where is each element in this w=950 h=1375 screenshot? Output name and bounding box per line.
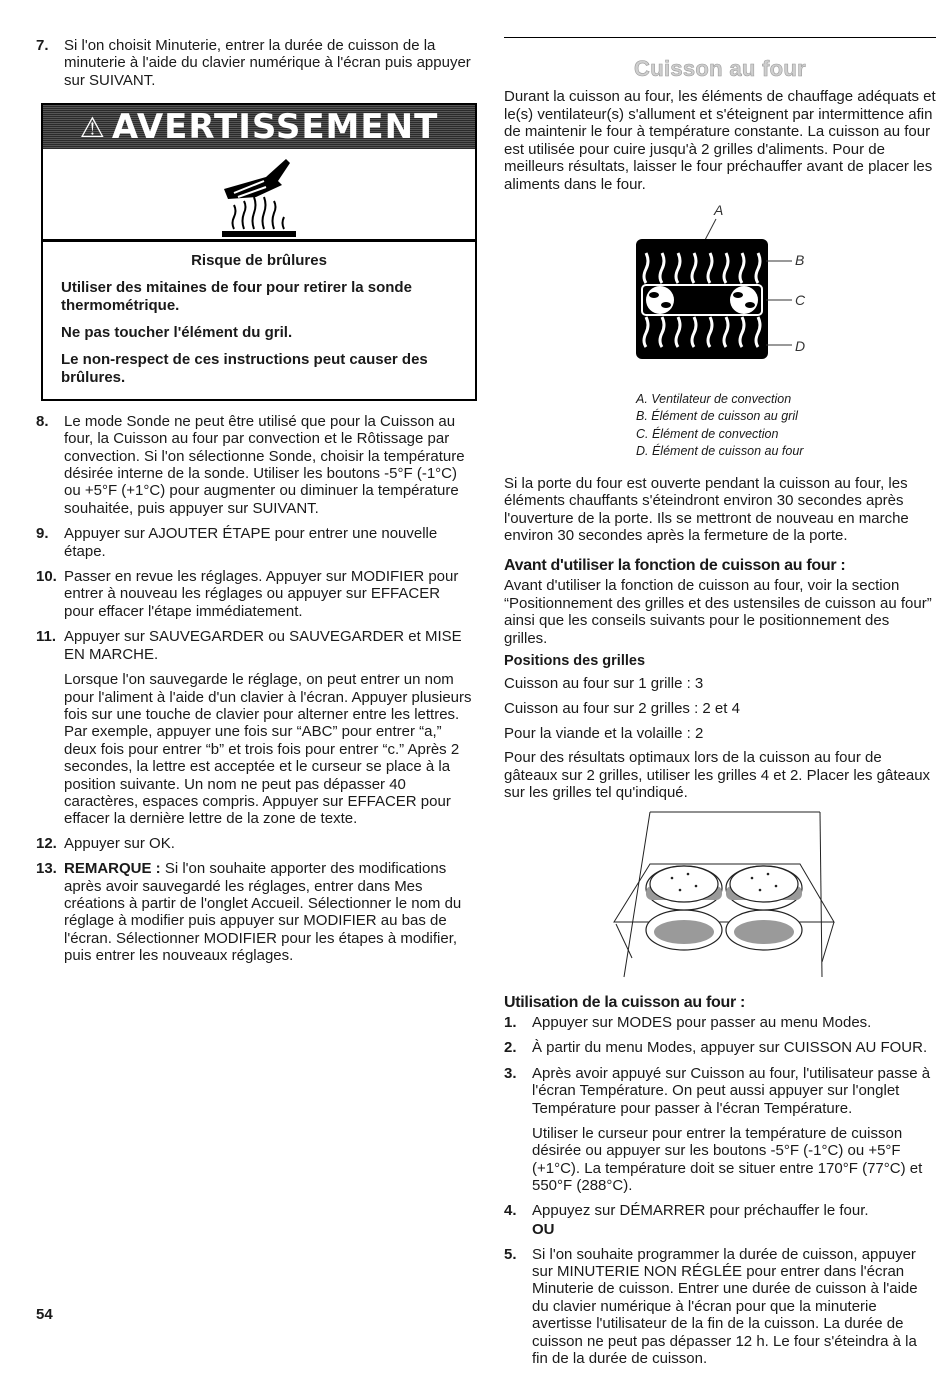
warning-triangle-icon: ⚠ xyxy=(79,110,106,144)
remark-text: Si l'on souhaite apporter des modifications après avoir sauvegardé les réglages, entrer dans Mes créations à partir de l'onglet Accueil. Sélectionner le nom du réglage à modifier puis appuyer sur MODIFIER au bas de l'écran. Sélectionner MODIFIER pour les étapes à modifier, puis entrer les nouveaux réglages. xyxy=(64,860,462,965)
oven-diagram xyxy=(504,201,936,391)
list-item xyxy=(504,1065,936,1117)
item-text: Appuyer sur OK. xyxy=(64,834,175,852)
item-number: 3. xyxy=(504,1064,517,1082)
list-item xyxy=(36,37,474,89)
item-text: Appuyer sur SAUVEGARDER ou SAUVEGARDER et MISE EN MARCHE. xyxy=(64,628,462,663)
label-a: A xyxy=(714,201,724,218)
or-label: OU xyxy=(532,1220,555,1238)
caption: D. Élément de cuisson au four xyxy=(636,444,804,459)
position-line: Cuisson au four sur 2 grilles : 2 et 4 xyxy=(504,699,740,717)
list-item xyxy=(36,568,474,620)
remark-label: REMARQUE : xyxy=(64,860,161,878)
item-note: Lorsque l'on sauvegarde le réglage, on peut entrer un nom pour l'aliment à l'aide d'un clavier à l'écran. Appuyer plusieurs fois sur une touche de clavier pour alterner entre les lettres. Par exemple, appuyer une fois sur “ABC” pour entrer “a,” deux fois pour entrer “b” et trois fois pour entrer “c.” Après 2 secondes, la lettre est acceptée et le curseur se place à la position suivante. Un nom ne peut pas dépasser 40 caractères, espaces compris. Appuyer sur EFFACER pour effacer la dernière lettre de la zone de texte. xyxy=(64,671,472,828)
warning-line: Le non-respect de ces instructions peut causer des brûlures. xyxy=(61,350,428,386)
list-item xyxy=(504,1246,936,1368)
list-item xyxy=(36,860,474,964)
caption: C. Élément de convection xyxy=(636,426,779,441)
before-paragraph: Avant d'utiliser la fonction de cuisson au four, voir la section “Positionnement des grilles et des ustensiles de cuisson au four” ainsi que les conseils suivants pour le positionnement des grilles. xyxy=(504,576,932,647)
list-item xyxy=(504,1202,936,1219)
item-text: Appuyez sur DÉMARRER pour préchauffer le four. xyxy=(532,1201,869,1219)
left-column xyxy=(36,37,474,973)
list-item xyxy=(504,1014,936,1031)
item-number: 2. xyxy=(504,1039,517,1057)
warning-header xyxy=(43,105,475,149)
item-number: 5. xyxy=(504,1245,517,1263)
item-number: 12. xyxy=(36,834,57,852)
warning-line: Ne pas toucher l'élément du gril. xyxy=(61,323,293,341)
caption: A. Ventilateur de convection xyxy=(636,391,792,406)
list-item xyxy=(36,525,474,560)
item-number: 7. xyxy=(36,37,49,54)
item-number: 11. xyxy=(36,628,57,646)
figure-captions xyxy=(504,391,936,461)
warning-line: Utiliser des mitaines de four pour retirer la sonde thermométrique. xyxy=(61,278,412,314)
item-text: Si l'on choisit Minuterie, entrer la durée de cuisson de la minuterie à l'aide du clavier numérique à l'écran puis appuyer sur SUIVANT. xyxy=(64,37,471,89)
page-number: 54 xyxy=(36,1306,53,1323)
item-number: 1. xyxy=(504,1013,517,1031)
section-divider xyxy=(504,37,936,38)
item-number: 4. xyxy=(504,1201,517,1219)
label-b: B xyxy=(795,251,805,268)
warning-box xyxy=(41,103,477,401)
warning-title: AVERTISSEMENT xyxy=(111,107,439,148)
list-item xyxy=(36,413,474,517)
warning-body xyxy=(43,242,475,399)
item-number: 10. xyxy=(36,568,57,586)
intro-paragraph: Durant la cuisson au four, les éléments de chauffage adéquats et le(s) ventilateur(s) s'allument et s'éteignent par intermittence afin de maintenir le four à température constante. La cuisson au four est utilisée pour cuire jusqu'à 2 grilles d'aliments. Pour de meilleurs résultats, laisser le four préchauffer avant de placer les aliments dans le four. xyxy=(504,88,936,193)
list-item xyxy=(504,1039,936,1056)
use-heading: Utilisation de la cuisson au four : xyxy=(504,993,746,1011)
list-item xyxy=(36,835,474,852)
optimal-paragraph: Pour des résultats optimaux lors de la cuisson au four de gâteaux sur 2 grilles, utiliser les grilles 4 et 2. Placer les gâteaux sur les grilles tel qu'indiqué. xyxy=(504,749,931,802)
rack-diagram xyxy=(504,802,936,982)
item-note: Utiliser le curseur pour entrer la température de cuisson désirée ou appuyer sur les boutons -5°F (-1°C) ou +5°F (+1°C). La température doit se situer entre 170°F (77°C) et 550°F (288°C). xyxy=(532,1124,923,1195)
section-title: Cuisson au four xyxy=(634,56,806,81)
door-note: Si la porte du four est ouverte pendant la cuisson au four, les éléments chauffants s'éteindront environ 30 secondes après l'ouverture de la porte. Ils se mettront de nouveau en marche environ 30 secondes après la fermeture de la porte. xyxy=(504,474,909,545)
item-text: Appuyer sur MODES pour passer au menu Modes. xyxy=(532,1013,872,1031)
warning-risk: Risque de brûlures xyxy=(191,252,327,270)
caption: B. Élément de cuisson au gril xyxy=(636,409,798,424)
item-text: Si l'on souhaite programmer la durée de cuisson, appuyer sur MINUTERIE NON RÉGLÉE pour entrer dans l'écran Minuterie de cuisson. Entrer une durée de cuisson à l'aide du clavier numérique à l'écran pour que la minuterie avertisse l'utilisateur de la fin de la cuisson. La durée de cuisson ne peut pas dépasser 12 h. Le four s'éteindra à la fin de la durée de cuisson. xyxy=(532,1245,918,1367)
before-heading: Avant d'utiliser la fonction de cuisson au four : xyxy=(504,556,846,574)
label-d: D xyxy=(795,337,806,354)
item-text: À partir du menu Modes, appuyer sur CUISSON AU FOUR. xyxy=(532,1039,928,1057)
label-c: C xyxy=(795,291,806,308)
item-text: Passer en revue les réglages. Appuyer sur MODIFIER pour entrer à nouveau les réglages ou appuyer sur EFFACER pour effacer l'étape immédiatement. xyxy=(64,568,459,620)
item-number: 8. xyxy=(36,412,49,430)
item-text: Appuyer sur AJOUTER ÉTAPE pour entrer une nouvelle étape. xyxy=(64,525,438,560)
right-column xyxy=(504,37,936,1375)
item-text: Après avoir appuyé sur Cuisson au four, l'utilisateur passe à l'écran Température. On peut aussi appuyer sur l'onglet Température pour passer à l'écran Température. xyxy=(532,1064,931,1117)
item-number: 13. xyxy=(36,860,57,878)
position-line: Pour la viande et la volaille : 2 xyxy=(504,724,704,742)
item-text xyxy=(64,860,474,964)
list-item xyxy=(36,628,474,663)
positions-heading: Positions des grilles xyxy=(504,653,646,670)
item-number: 9. xyxy=(36,525,49,543)
item-text: Le mode Sonde ne peut être utilisé que pour la Cuisson au four, la Cuisson au four par convection et le Rôtissage par convection. Si l'on sélectionne Sonde, choisir la température désirée interne de la sonde. Utiliser les boutons -5°F (-1°C) ou +5°F (+1°C) pour augmenter ou diminuer la température souhaitée, puis appuyer sur SUIVANT. xyxy=(64,412,465,517)
position-line: Cuisson au four sur 1 grille : 3 xyxy=(504,675,704,693)
burn-hazard-icon xyxy=(43,149,475,242)
